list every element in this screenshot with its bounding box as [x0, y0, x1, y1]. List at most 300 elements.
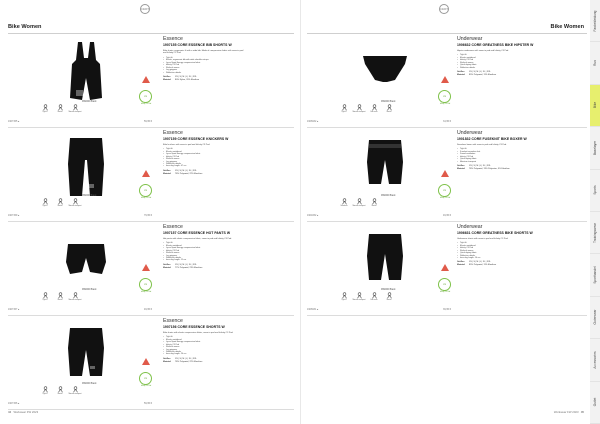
sizes-value: XS | S | M | L | XL | XXL — [469, 71, 491, 74]
sizes-label: Größen — [163, 263, 171, 266]
tech-label: Moisture transport — [68, 300, 82, 301]
tech-feature — [53, 386, 67, 396]
tech-icon — [38, 104, 52, 111]
side-tab-label: Sports — [593, 185, 597, 195]
section-title: Bike Women — [550, 24, 584, 30]
feature-item: • Elastic waistband — [457, 245, 541, 247]
feature-item: • Flatlock seams — [457, 62, 541, 64]
article-price: 59,95 € — [144, 402, 152, 405]
product-description: Hot pants with elastic compression fabric, sewn-in pad and Infinity C3 Pad. — [163, 237, 232, 240]
feature-item: • Inner leg length: 14 cm — [457, 257, 541, 259]
feature-item: • Tight fit — [457, 54, 541, 56]
feature-item: • Lycra Sport Energy compression fabric — [163, 153, 247, 155]
tech-icon — [337, 104, 351, 111]
sizes-label: Größen — [457, 261, 465, 264]
pad-ribbon-icon — [441, 170, 449, 177]
pad-badge-icon: C3 — [139, 372, 152, 385]
feature-item: • Inner leg length: 47 cm — [163, 165, 247, 167]
product-text — [163, 36, 291, 124]
feature-list — [163, 336, 247, 356]
material-value: 78% Polyamid, 13% Polyester, 9% Elasthan — [469, 167, 510, 170]
product-image-area — [307, 228, 455, 312]
page-number: 45 — [580, 410, 584, 414]
product-garment-image — [58, 228, 114, 290]
color-label: 999000 Black — [381, 100, 396, 103]
tech-icon — [337, 292, 351, 299]
page-footer — [554, 410, 584, 414]
tech-icon — [337, 198, 351, 205]
product-specs — [457, 261, 567, 267]
tech-feature — [68, 292, 82, 302]
material-value: 77% Polyamid, 23% Elasthan — [175, 266, 203, 269]
product-category: Underwear — [457, 224, 483, 230]
tech-label: Moisture transport — [352, 112, 366, 113]
feature-item: • Infinity C3 Pad — [457, 247, 541, 249]
tech-icons — [337, 104, 457, 120]
tech-feature — [53, 292, 67, 302]
article-price: 49,95 € — [144, 308, 152, 311]
row-divider — [307, 127, 587, 128]
article-code: 1901832 ● — [307, 214, 319, 217]
feature-item: • Lycra Sport Energy compression fabric — [163, 341, 247, 343]
tech-feature — [38, 386, 52, 396]
side-tab[interactable] — [590, 339, 600, 381]
tech-feature — [367, 104, 381, 114]
color-label: 999000 Black — [82, 382, 97, 385]
right-page — [300, 0, 590, 424]
pad-label: Infinity C3 Pad — [140, 292, 152, 293]
row-divider — [8, 409, 294, 410]
material-line — [163, 361, 273, 364]
tech-feature — [68, 386, 82, 396]
tech-feature — [38, 104, 52, 114]
tech-label: Moisture transport — [352, 206, 366, 207]
feature-item: • Flatlock seams — [457, 250, 541, 252]
side-tab-label: Fanbekleidung — [593, 10, 597, 32]
product-specs — [457, 71, 567, 77]
feature-item: • Elastic waistband — [163, 339, 247, 341]
product-image-area — [8, 134, 156, 218]
tech-icons — [38, 198, 158, 214]
tech-label: Seamless — [340, 206, 348, 207]
side-tab[interactable] — [590, 212, 600, 254]
color-label: 999000 Black — [82, 288, 97, 291]
feature-item: • Tight fit — [163, 336, 247, 338]
product-image-area — [8, 228, 156, 312]
tech-feature — [68, 104, 82, 114]
product-category: Underwear — [457, 36, 483, 42]
tech-feature — [337, 104, 351, 114]
material-label: Material — [457, 264, 465, 267]
feature-item: • Infinity C3 Pad — [163, 344, 247, 346]
product-image-area — [8, 322, 156, 406]
tech-icon — [53, 198, 67, 205]
product-title: 1901832 CORE FUSEKNIT BIKE BOXER W — [457, 137, 527, 141]
side-tab-label: Sporthandel — [593, 266, 597, 284]
feature-item: • Infinity C3 Pad — [163, 156, 247, 158]
feature-item: • Reflective details — [163, 351, 247, 353]
tech-feature — [53, 104, 67, 114]
tech-label: Tight fit — [341, 300, 347, 301]
article-code: 1906632 ● — [307, 120, 319, 123]
product-specs — [163, 76, 273, 82]
material-label: Material — [163, 266, 171, 269]
product-category: Essence — [163, 36, 183, 42]
tech-feature — [68, 198, 82, 208]
side-tab-label: Baselayer — [593, 140, 597, 155]
product-text — [457, 224, 585, 312]
pad-badge-icon: C3 — [438, 90, 451, 103]
feature-item: • Leg grippers — [163, 349, 247, 351]
article-price: 49,95 € — [443, 214, 451, 217]
brand-logo: CRAFT — [439, 4, 449, 14]
product-description: Bike knickers with sewn-in pad and Infinity C3 Pad. — [163, 143, 211, 146]
feature-item: • Zoned ventilation — [457, 153, 541, 155]
product-text — [163, 224, 291, 312]
material-label: Material — [457, 73, 465, 76]
side-tab-label: Bike — [593, 102, 597, 109]
tech-label: Stretch — [57, 112, 63, 113]
product-title: 1907157 CORE ESSENCE HOT PANTS W — [163, 231, 231, 235]
pad-badge-icon: C3 — [438, 184, 451, 197]
material-line — [457, 264, 567, 267]
sizes-value: XS | S | M | L | XL | XXL — [469, 165, 491, 168]
tech-label: Stretch — [371, 206, 377, 207]
tech-label: Stretch — [386, 300, 392, 301]
product-row — [8, 316, 294, 409]
tech-icon — [53, 386, 67, 393]
tech-icons — [38, 292, 158, 308]
tech-feature — [352, 198, 366, 208]
material-line — [457, 74, 567, 77]
feature-item: • Leg grippers — [163, 69, 247, 71]
product-row — [307, 34, 587, 127]
material-line — [163, 173, 273, 176]
product-garment-image — [357, 228, 413, 290]
feature-item: • Reflective details — [457, 67, 541, 69]
feature-item: • Infinity C3 Pad — [163, 250, 247, 252]
tech-label: Tight fit — [42, 394, 48, 395]
feature-list — [457, 242, 541, 259]
tech-feature — [352, 292, 366, 302]
feature-item: • Fuseknit seamless knit — [457, 151, 541, 153]
sizes-label: Größen — [163, 169, 171, 172]
product-specs — [163, 358, 273, 364]
product-specs — [163, 170, 273, 176]
material-label: Material — [163, 172, 171, 175]
feature-list — [457, 54, 541, 69]
feature-item: • Quick-drying fabric — [457, 64, 541, 66]
catalog-name: Workwear FW 2023 — [13, 410, 39, 414]
feature-list — [457, 148, 541, 163]
color-label: 999000 Black — [82, 100, 97, 103]
tech-label: Tight fit — [42, 206, 48, 207]
tech-label: Tight fit — [42, 112, 48, 113]
row-divider — [8, 221, 294, 222]
feature-list — [163, 148, 247, 168]
sizes-label: Größen — [163, 76, 171, 79]
side-tab[interactable] — [590, 127, 600, 169]
product-text — [163, 318, 291, 406]
sizes-value: XS | S | M | L | XL | XXL — [175, 169, 197, 172]
tech-icon — [38, 386, 52, 393]
tech-icons — [38, 386, 158, 402]
tech-icon — [367, 198, 381, 205]
feature-item: • Inner leg length: 24 cm — [163, 353, 247, 355]
feature-item: • Quick-drying fabric — [457, 252, 541, 254]
row-divider — [307, 221, 587, 222]
sizes-value: XS | S | M | L | XL | XXL — [469, 261, 491, 264]
feature-item: • Lycra Sport Energy compression fabric — [163, 247, 247, 249]
product-image-area — [307, 134, 455, 218]
article-code: 1906631 ● — [307, 308, 319, 311]
pad-badge-icon: C3 — [139, 184, 152, 197]
pad-label: Infinity C3 Pad — [140, 386, 152, 387]
pad-ribbon-icon — [142, 76, 150, 83]
tech-feature — [382, 292, 396, 302]
tech-feature — [382, 104, 396, 114]
feature-item: • Inner leg length: 11 cm — [163, 259, 247, 261]
tech-feature — [38, 292, 52, 302]
feature-item: • Tight fit — [457, 242, 541, 244]
sizes-value: XS | S | M | L | XL | XXL — [175, 357, 197, 360]
material-line — [163, 267, 273, 270]
tech-feature — [352, 104, 366, 114]
tech-label: Moisture transport — [352, 300, 366, 301]
article-price: 79,95 € — [144, 214, 152, 217]
product-row — [307, 222, 587, 315]
article-price: 34,95 € — [443, 120, 451, 123]
article-price: 59,95 € — [144, 120, 152, 123]
article-code: 1907156 ● — [8, 402, 20, 405]
side-tab-label: Trainingswear — [593, 222, 597, 243]
tech-icon — [382, 104, 396, 111]
catalog-name: Workwear FW 2023 — [553, 410, 579, 414]
tech-label: Soft touch — [370, 112, 378, 113]
tech-label: Moisture transport — [68, 206, 82, 207]
tech-icon — [38, 292, 52, 299]
tech-feature — [337, 292, 351, 302]
pad-label: Infinity C3 Pad — [439, 104, 451, 105]
tech-label: Tight fit — [341, 112, 347, 113]
feature-item: • Flatlock seams — [163, 346, 247, 348]
pad-ribbon-icon — [142, 358, 150, 365]
feature-item: • Tight fit — [163, 242, 247, 244]
color-label: 999000 Black — [82, 194, 97, 197]
tech-label: Stretch — [57, 394, 63, 395]
material-value: 78% Polyamid, 22% Elasthan — [175, 172, 203, 175]
feature-list — [163, 57, 247, 74]
pad-label: Infinity C3 Pad — [140, 104, 152, 105]
product-title: 1906631 CORE GREATNESS BIKE SHORTS W — [457, 231, 533, 235]
side-tab-label: Outerwear — [593, 310, 597, 325]
tech-icon — [367, 292, 381, 299]
product-row — [8, 128, 294, 221]
brand-logo: CRAFT — [140, 4, 150, 14]
product-description: Underwear shorts with sewn-in pad and Infinity C3 Pad. — [457, 237, 509, 240]
tech-label: Moisture transport — [68, 394, 82, 395]
side-tab[interactable] — [590, 170, 600, 212]
product-description: Bike shorts with elastic compression fabric, sewn-in pad and Infinity C3 Pad. — [163, 331, 234, 334]
sizes-value: XS | S | M | L | XL | XXL — [175, 76, 197, 79]
tech-icon — [68, 104, 82, 111]
page-footer — [8, 410, 38, 414]
article-code: 1907159 ● — [8, 214, 20, 217]
side-tab[interactable] — [590, 297, 600, 339]
article-code: 1907157 ● — [8, 308, 20, 311]
product-specs — [163, 264, 273, 270]
tech-feature — [53, 198, 67, 208]
feature-item: • Lycra Sport Energy compression fabric — [163, 62, 247, 64]
product-garment-image — [58, 134, 114, 196]
pad-label: Infinity C3 Pad — [439, 292, 451, 293]
tech-icon — [367, 104, 381, 111]
feature-item: • Infinity C3 Pad — [163, 64, 247, 66]
sizes-value: XS | S | M | L | XL | XXL — [175, 263, 197, 266]
tech-label: Stretch — [57, 206, 63, 207]
material-label: Material — [163, 360, 171, 363]
feature-item: • Infinity C3 Pad — [457, 59, 541, 61]
material-value: 78% Polyamid, 22% Elasthan — [175, 360, 203, 363]
tech-label: Stretch — [57, 300, 63, 301]
feature-item: • Infinity C3 Pad — [457, 156, 541, 158]
feature-item: • Elastic waistband — [163, 151, 247, 153]
side-tab[interactable] — [590, 254, 600, 296]
feature-item: • Tight fit — [163, 148, 247, 150]
article-price: 39,95 € — [443, 308, 451, 311]
side-tab[interactable] — [590, 0, 600, 42]
product-description: Bike shorts, ergonomic fit with a wide bib. Made of compression fabric with sewn-in pad and Infinity C3 Pad. — [163, 49, 244, 55]
tech-label: Moisture transport — [68, 112, 82, 113]
feature-item: • Leg grippers — [163, 161, 247, 163]
tech-icon — [352, 292, 366, 299]
side-tab[interactable] — [590, 42, 600, 84]
material-label: Material — [163, 78, 171, 81]
material-value: 80% Nylon, 20% Elasthan — [175, 78, 200, 81]
row-divider — [8, 127, 294, 128]
product-row — [8, 222, 294, 315]
product-text — [163, 130, 291, 218]
sizes-label: Größen — [457, 71, 465, 74]
section-title: Bike Women — [8, 24, 42, 30]
material-line — [163, 79, 273, 82]
feature-item: • Reflective details — [163, 72, 247, 74]
side-tab-label: Accessories — [593, 351, 597, 369]
article-code: 1907155 ● — [8, 120, 20, 123]
tech-feature — [367, 198, 381, 208]
product-category: Underwear — [457, 130, 483, 136]
category-side-tabs — [590, 0, 600, 424]
color-label: 999000 Black — [381, 194, 396, 197]
feature-item: • Reflective details — [457, 255, 541, 257]
product-image-area — [307, 40, 455, 124]
product-garment-image — [58, 40, 114, 102]
product-specs — [457, 165, 567, 171]
material-line — [457, 168, 567, 171]
product-text — [457, 36, 585, 124]
tech-icon — [38, 198, 52, 205]
feature-item: • Elastic waistband — [163, 245, 247, 247]
pad-label: Infinity C3 Pad — [140, 198, 152, 199]
pad-badge-icon: C3 — [438, 278, 451, 291]
material-value: 89% Polyamid, 11% Elasthan — [469, 264, 497, 267]
feature-item: • Elastic waistband — [457, 57, 541, 59]
tech-icon — [352, 198, 366, 205]
feature-item: • Flatlock seams — [163, 252, 247, 254]
row-divider — [8, 315, 294, 316]
side-tab[interactable] — [590, 85, 600, 127]
tech-icons — [38, 104, 158, 120]
page-number: 44 — [8, 410, 12, 414]
product-title: 1907155 CORE ESSENCE BIB SHORTS W — [163, 43, 232, 47]
material-value: 89% Polyamid, 11% Elasthan — [469, 73, 497, 76]
feature-item: • Quick-drying fabric — [457, 158, 541, 160]
product-row — [307, 128, 587, 221]
tech-icon — [53, 292, 67, 299]
feature-item: • Tight fit — [457, 148, 541, 150]
product-garment-image — [357, 40, 413, 102]
tech-icons — [337, 198, 457, 214]
product-garment-image — [357, 134, 413, 196]
tech-icon — [53, 104, 67, 111]
feature-item: • Flatlock seams — [163, 67, 247, 69]
side-tab[interactable] — [590, 382, 600, 424]
tech-feature — [38, 198, 52, 208]
product-image-area — [8, 40, 156, 124]
pad-badge-icon: C3 — [139, 278, 152, 291]
pad-ribbon-icon — [142, 264, 150, 271]
tech-icon — [352, 104, 366, 111]
sizes-label: Größen — [163, 357, 171, 360]
pad-badge-icon: C3 — [139, 90, 152, 103]
feature-item: • Reflective details — [163, 163, 247, 165]
product-title: 1907159 CORE ESSENCE KNICKERS W — [163, 137, 229, 141]
tech-icon — [68, 292, 82, 299]
product-garment-image — [58, 322, 114, 384]
tech-label: Stretch — [386, 112, 392, 113]
feature-item: • Reflective details — [163, 257, 247, 259]
side-tab-label: Outlet — [593, 398, 597, 407]
tech-icons — [337, 292, 457, 308]
feature-list — [163, 242, 247, 262]
row-divider — [307, 315, 587, 316]
tech-icon — [68, 386, 82, 393]
product-title: 1907156 CORE ESSENCE SHORTS W — [163, 325, 225, 329]
product-category: Essence — [163, 224, 183, 230]
tech-feature — [367, 292, 381, 302]
tech-feature — [337, 198, 351, 208]
sizes-label: Größen — [457, 165, 465, 168]
feature-item: • Flatlock seams — [163, 158, 247, 160]
tech-icon — [68, 198, 82, 205]
feature-item: • Elastic, ergonomic bib with wide shoulder straps — [163, 59, 247, 61]
feature-item: • Leg grippers — [163, 255, 247, 257]
feature-item: • Moisture transport — [457, 161, 541, 163]
pad-label: Infinity C3 Pad — [439, 198, 451, 199]
pad-ribbon-icon — [441, 264, 449, 271]
color-label: 999000 Black — [381, 288, 396, 291]
product-description: Hipster underwear with sewn-in pad and Infinity C3 Pad. — [457, 49, 509, 52]
material-label: Material — [457, 167, 465, 170]
tech-label: Soft touch — [370, 300, 378, 301]
tech-icon — [382, 292, 396, 299]
product-text — [457, 130, 585, 218]
tech-label: Tight fit — [42, 300, 48, 301]
product-row — [8, 34, 294, 127]
side-tab-label: Run — [593, 60, 597, 67]
product-category: Essence — [163, 318, 183, 324]
product-category: Essence — [163, 130, 183, 136]
